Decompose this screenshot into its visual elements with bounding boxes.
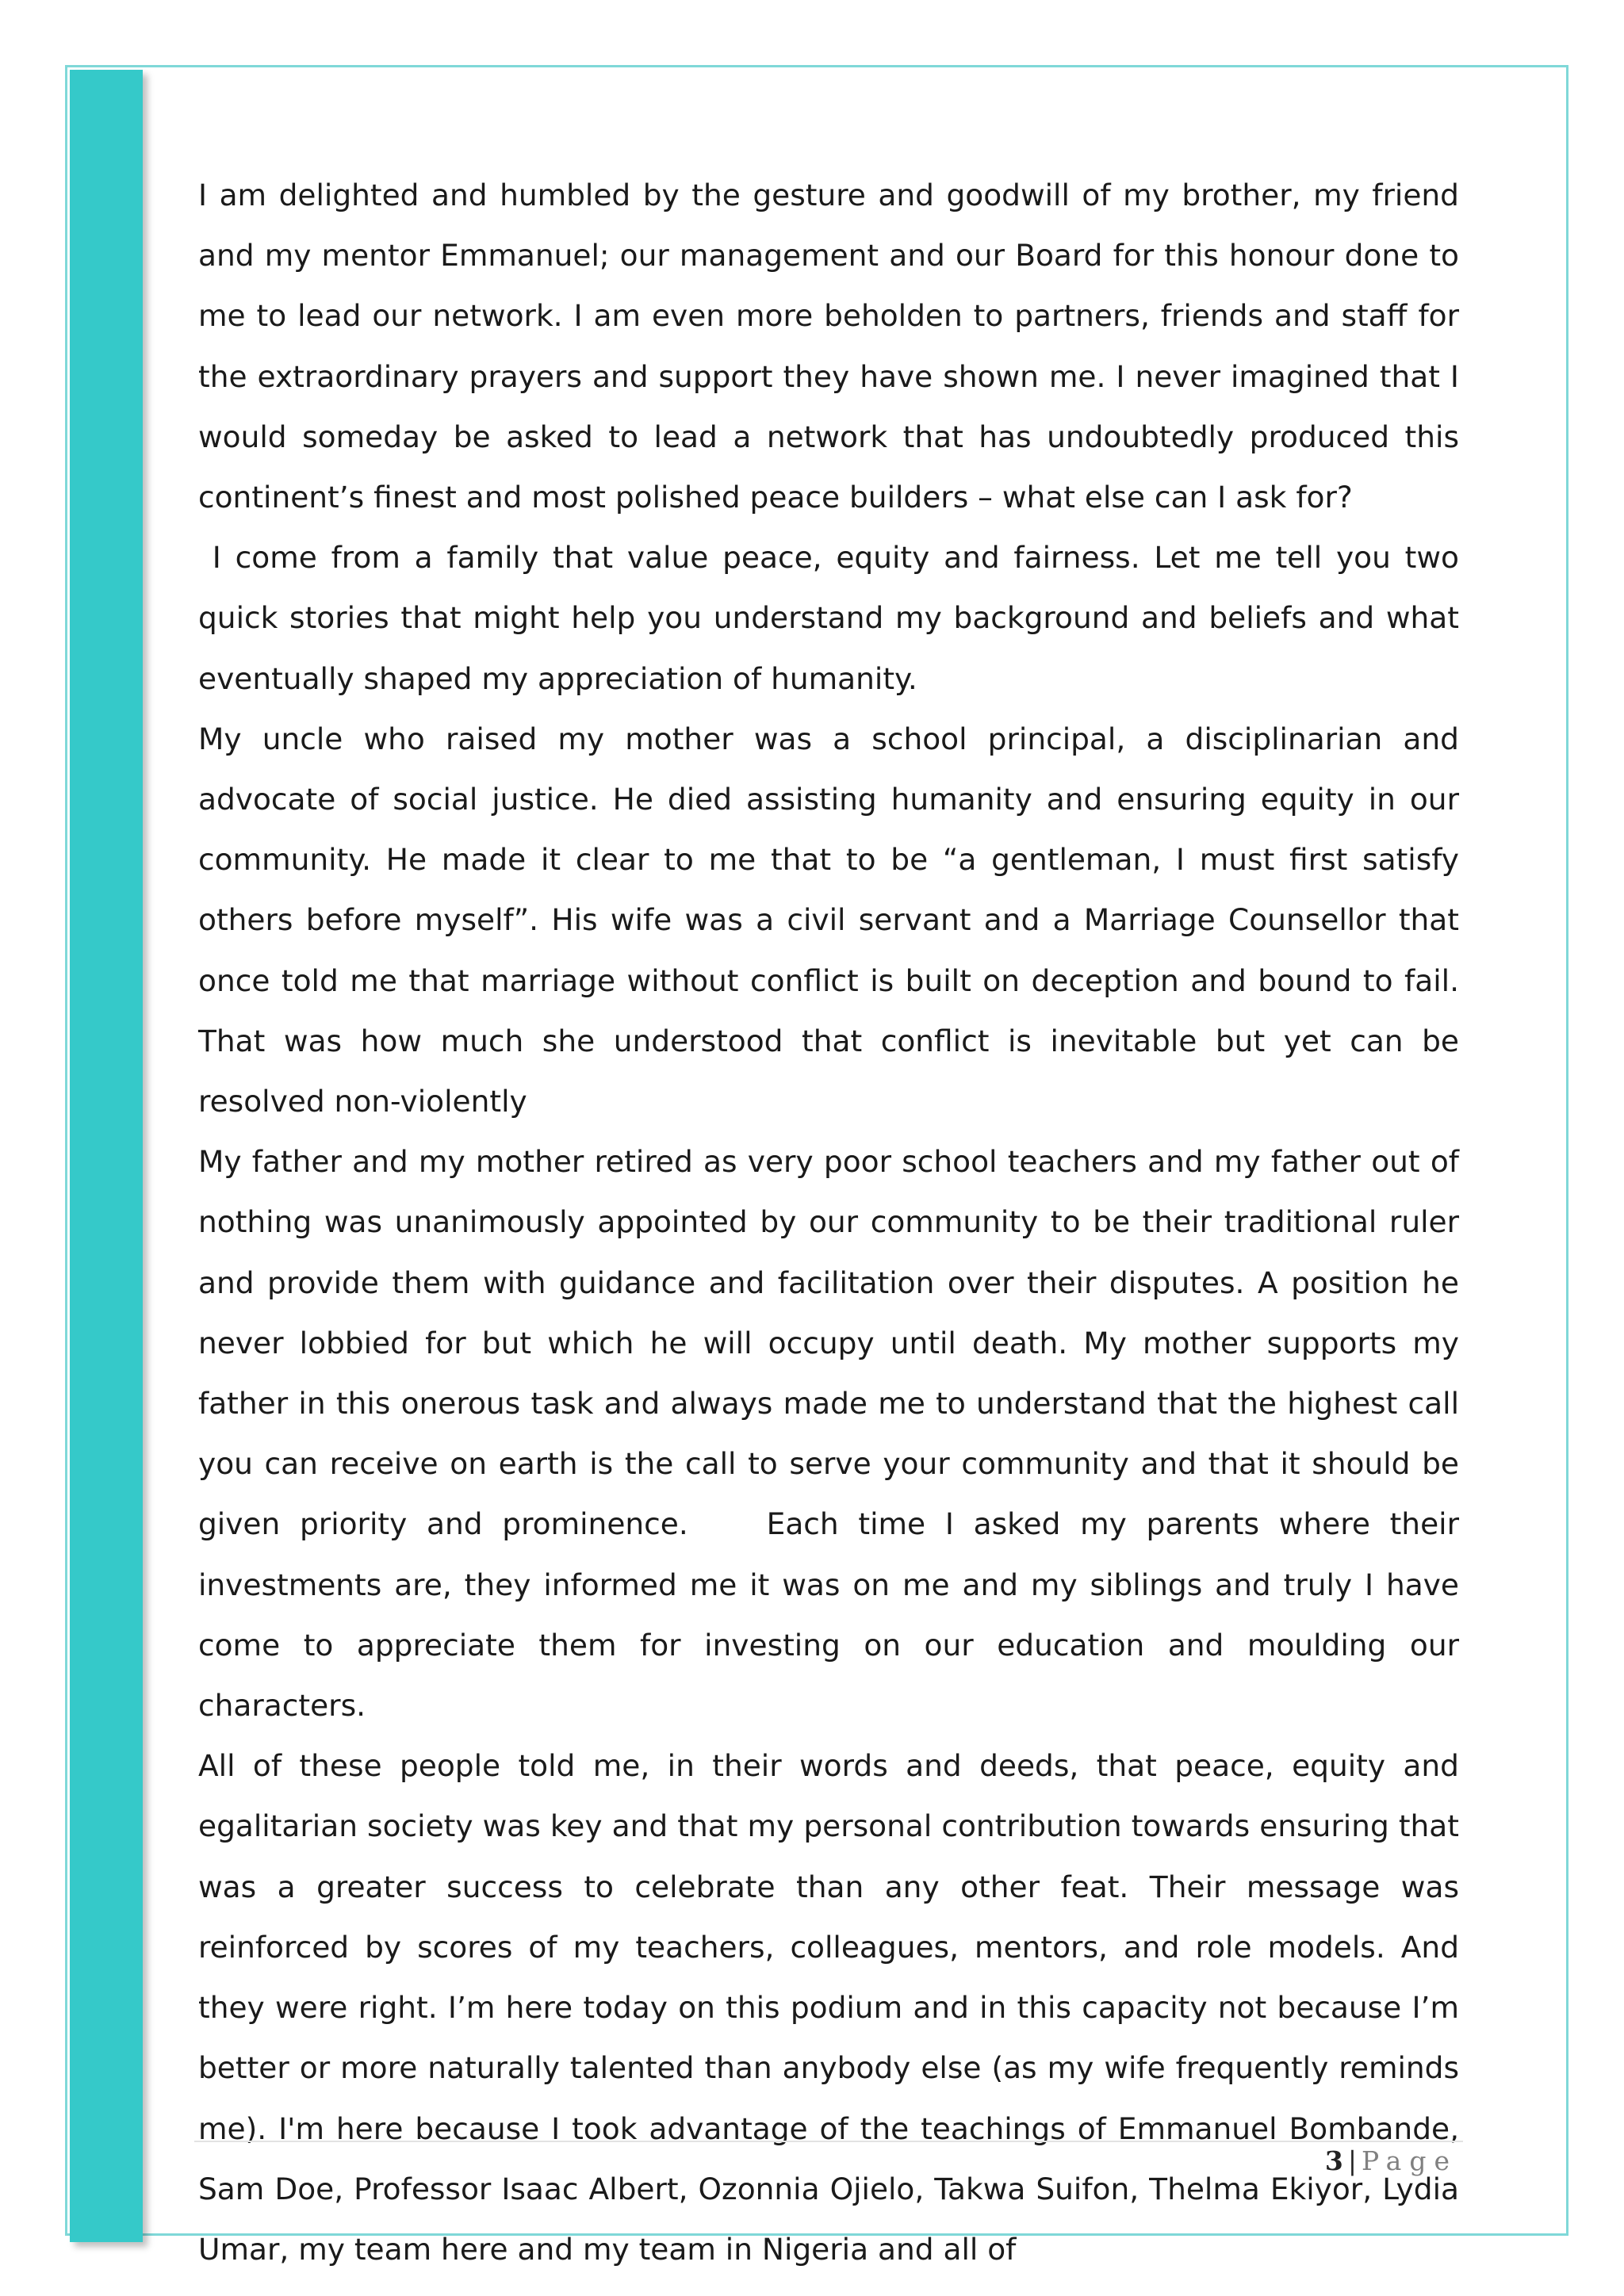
paragraph: I come from a family that value peace, equity and fairness. Let me tell you two quick stories that might help you understand my background and beliefs and what eventually shaped my appreciation of humanity. [198, 540, 1459, 696]
page-number: 3 [1324, 2145, 1343, 2176]
paragraph: I am delighted and humbled by the gesture and goodwill of my brother, my friend and my mentor Emmanuel; our management and our Board for this honour done to me to lead our network. I am even more beholden to partners, friends and staff for the extraordinary prayers and support they have shown me. I never imagined that I would someday be asked to lead a network that has undoubtedly produced this continent’s finest and most polished peace builders – what else can I ask for? [198, 178, 1459, 515]
footer-divider [194, 2141, 1463, 2142]
page-footer [1325, 2145, 1457, 2177]
body-text [198, 165, 1459, 2279]
accent-side-bar [70, 70, 143, 2242]
paragraph: All of these people told me, in their words and deeds, that peace, equity and egalitarian society was key and that my personal contribution towards ensuring that was a greater success to celebrate than any other feat. Their message was reinforced by scores of my teachers, colleagues, mentors, and role models. And they were right. I’m here today on this podium and in this capacity not because I’m better or more naturally talented than anybody else (as my wife frequently reminds me). I'm here because I took advantage of the teachings of Emmanuel Bombande, Sam Doe, Professor Isaac Albert, Ozonnia Ojielo, Takwa Suifon, Thelma Ekiyor, Lydia Umar, my team here and my team in Nigeria and all of [198, 1748, 1459, 2267]
page-label: Page [1361, 2145, 1457, 2176]
paragraph: My uncle who raised my mother was a school principal, a disciplinarian and advocate of social justice. He died assisting humanity and ensuring equity in our community. He made it clear to me that to be “a gentleman, I must first satisfy others before myself”. His wife was a civil servant and a Marriage Counsellor that once told me that marriage without conflict is built on deception and bound to fail. That was how much she understood that conflict is inevitable but yet can be resolved non-violently [198, 721, 1459, 1119]
paragraph: My father and my mother retired as very poor school teachers and my father out of nothing was unanimously appointed by our community to be their traditional ruler and provide them with guidance and facilitation over their disputes. A position he never lobbied for but which he will occupy until death. My mother supports my father in this onerous task and always made me to understand that the highest call you can receive on earth is the call to serve your community and that it should be given priority and prominence. Each time I asked my parents where their investments are, they informed me it was on me and my siblings and truly I have come to appreciate them for investing on our education and moulding our characters. [198, 1144, 1459, 1724]
footer-separator: | [1347, 2145, 1357, 2176]
